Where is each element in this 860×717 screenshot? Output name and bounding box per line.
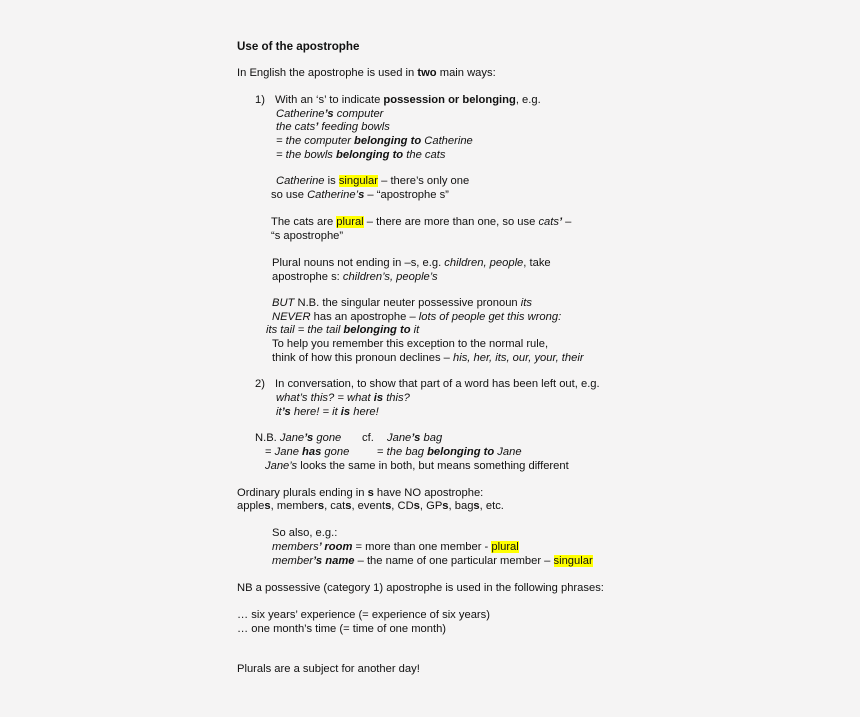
singular-note-usage: so use Catherine’s – “apostrophe s” [271, 189, 449, 201]
item1-number: 1) [255, 94, 265, 106]
so-also-singular-example: member’s name – the name of one particular member – singular [272, 555, 593, 567]
item1-heading: With an ‘s’ to indicate possession or belonging, e.g. [275, 94, 541, 106]
item2-example: what’s this? = what is this? [276, 392, 410, 404]
its-exception-note: BUT N.B. the singular neuter possessive pronoun its [272, 297, 532, 309]
nb-cf: cf. [362, 432, 374, 444]
nb-meaning-gone: = Jane has gone [265, 446, 350, 458]
nb-janes-line: N.B. Jane’s gone [255, 432, 342, 444]
its-tail-example: its tail = the tail belonging to it [266, 324, 420, 336]
document-title: Use of the apostrophe [237, 40, 360, 53]
item1-example: Catherine’s computer [276, 108, 384, 120]
possessive-example: … one month’s time (= time of one month) [237, 623, 447, 635]
intro-paragraph: In English the apostrophe is used in two main ways: [237, 67, 496, 79]
plural-highlight: plural [491, 541, 519, 553]
nb-summary: Jane’s looks the same in both, but means something different [265, 460, 569, 472]
its-exception-note: NEVER has an apostrophe – lots of people get this wrong: [272, 311, 562, 323]
plural-nouns-note: Plural nouns not ending in –s, e.g. children, people, take [272, 257, 551, 269]
its-memory-tip: think of how this pronoun declines – his, her, its, our, your, their [272, 352, 584, 364]
item1-example: = the bowls belonging to the cats [276, 149, 446, 161]
ordinary-plurals-heading: Ordinary plurals ending in s have NO apostrophe: [237, 487, 484, 499]
singular-note: Catherine is singular – there’s only one [276, 175, 470, 187]
plural-nouns-note-cont: apostrophe s: children’s, people’s [272, 271, 438, 283]
nb-janes-bag: Jane’s bag [387, 432, 443, 444]
nb-meaning-bag: = the bag belonging to Jane [377, 446, 522, 458]
singular-highlight: singular [553, 555, 593, 567]
plural-highlight: plural [336, 216, 364, 228]
item1-example: = the computer belonging to Catherine [276, 135, 473, 147]
item2-number: 2) [255, 378, 265, 390]
its-memory-tip: To help you remember this exception to the normal rule, [272, 338, 549, 350]
closing-remark: Plurals are a subject for another day! [237, 663, 420, 675]
possessive-heading: NB a possessive (category 1) apostrophe is used in the following phrases: [237, 582, 604, 594]
item2-example: it’s here! = it is here! [276, 406, 379, 418]
plural-note: The cats are plural – there are more than one, so use cats’ – [271, 216, 572, 228]
plural-note-cont: “s apostrophe” [271, 230, 344, 242]
possessive-example: … six years’ experience (= experience of six years) [237, 609, 490, 621]
so-also-heading: So also, e.g.: [272, 527, 338, 539]
so-also-plural-example: members’ room = more than one member - plural [272, 541, 519, 553]
ordinary-plurals-list: apples, members, cats, events, CDs, GPs, bags, etc. [237, 500, 504, 512]
item2-heading: In conversation, to show that part of a word has been left out, e.g. [275, 378, 600, 390]
item1-example: the cats’ feeding bowls [276, 121, 390, 133]
singular-highlight: singular [338, 175, 378, 187]
